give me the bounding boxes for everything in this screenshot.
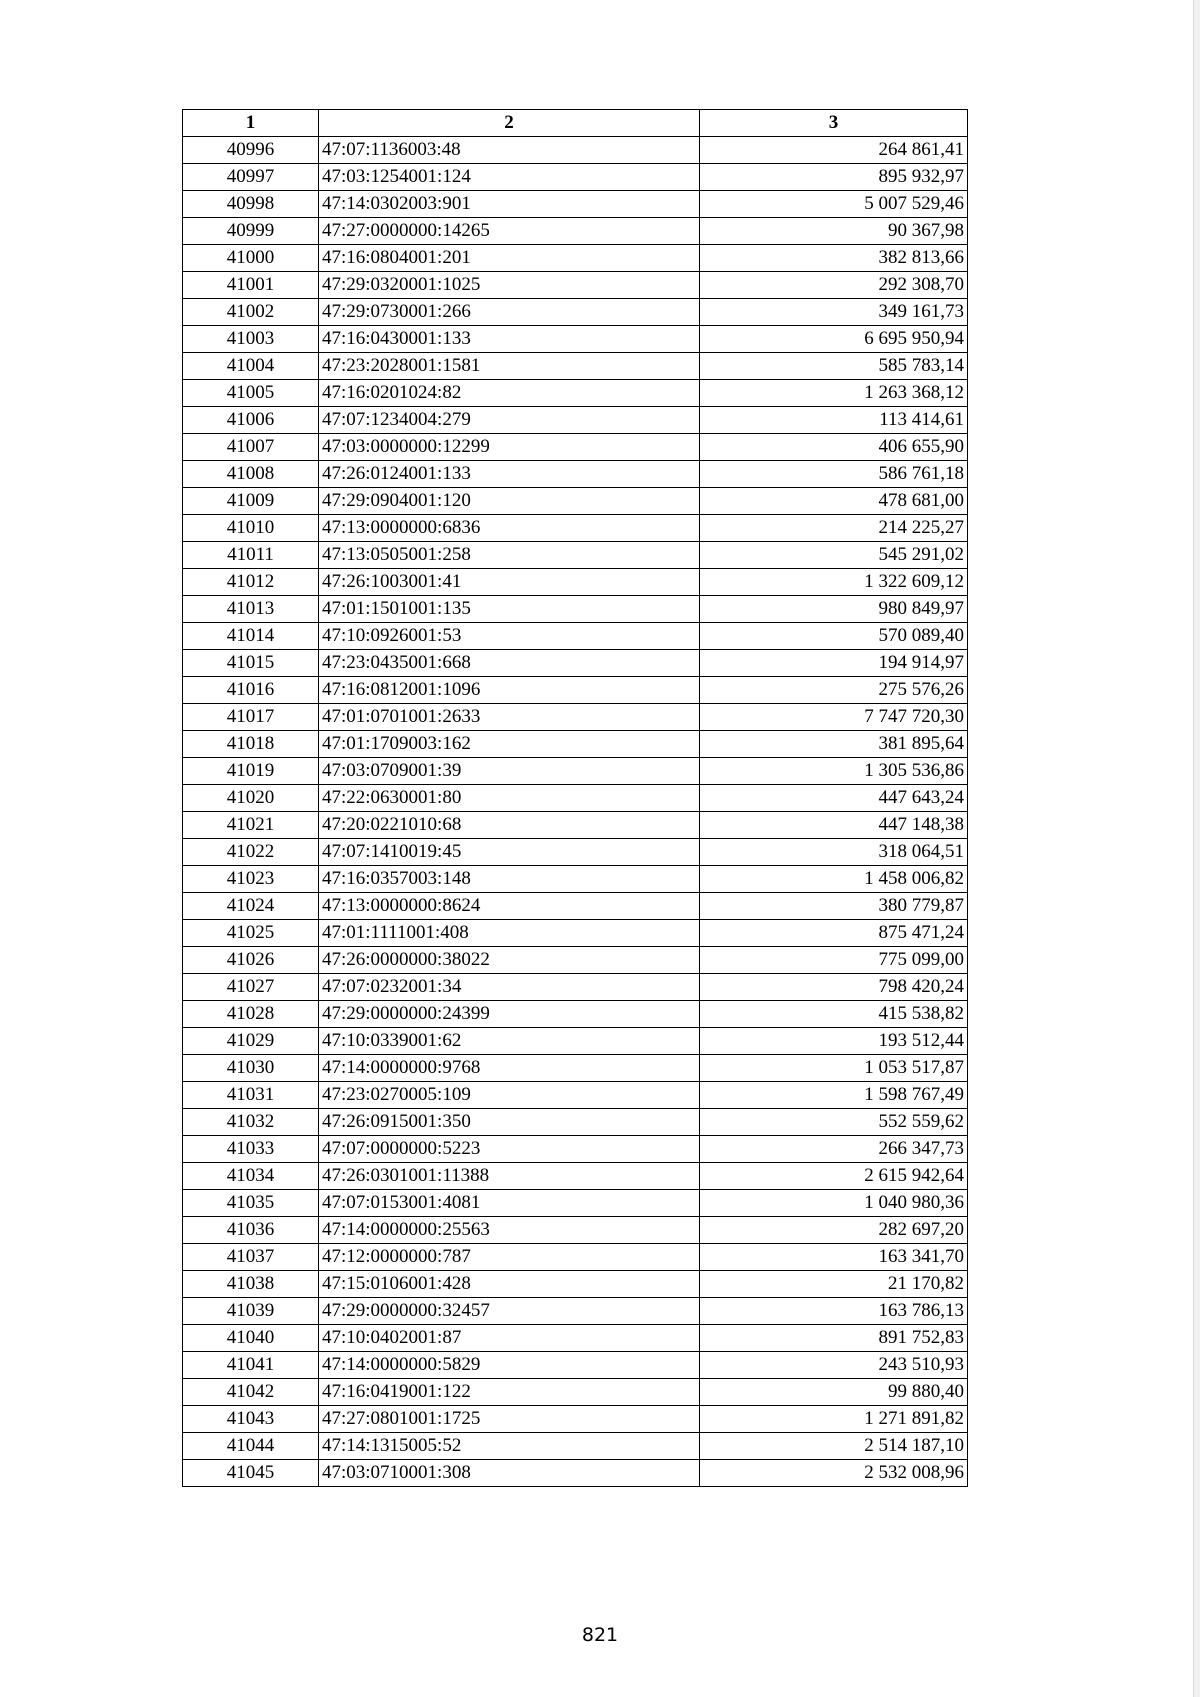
- cadastral-number-cell: 47:16:0812001:1096: [319, 677, 700, 704]
- value-cell: 318 064,51: [700, 839, 968, 866]
- header-row: [183, 110, 968, 137]
- table-row: [183, 866, 968, 893]
- table-row: [183, 1055, 968, 1082]
- cadastral-number-cell: 47:16:0804001:201: [319, 245, 700, 272]
- table-row: [183, 434, 968, 461]
- cadastral-number-cell: 47:16:0357003:148: [319, 866, 700, 893]
- cadastral-number-cell: 47:12:0000000:787: [319, 1244, 700, 1271]
- table-row: [183, 380, 968, 407]
- value-cell: 585 783,14: [700, 353, 968, 380]
- cadastral-number-cell: 47:26:1003001:41: [319, 569, 700, 596]
- row-number-cell: 41007: [183, 434, 319, 461]
- cadastral-number-cell: 47:01:1111001:408: [319, 920, 700, 947]
- row-number-cell: 41017: [183, 704, 319, 731]
- value-cell: 243 510,93: [700, 1352, 968, 1379]
- row-number-cell: 41028: [183, 1001, 319, 1028]
- table-row: [183, 353, 968, 380]
- value-cell: 1 598 767,49: [700, 1082, 968, 1109]
- value-cell: 1 053 517,87: [700, 1055, 968, 1082]
- cadastral-number-cell: 47:23:0435001:668: [319, 650, 700, 677]
- table-row: [183, 1217, 968, 1244]
- table-row: [183, 569, 968, 596]
- cadastral-number-cell: 47:29:0730001:266: [319, 299, 700, 326]
- value-cell: 194 914,97: [700, 650, 968, 677]
- cadastral-number-cell: 47:10:0926001:53: [319, 623, 700, 650]
- column-header-3: 3: [700, 110, 968, 137]
- value-cell: 570 089,40: [700, 623, 968, 650]
- cadastral-number-cell: 47:07:1136003:48: [319, 137, 700, 164]
- value-cell: 478 681,00: [700, 488, 968, 515]
- cadastral-number-cell: 47:22:0630001:80: [319, 785, 700, 812]
- row-number-cell: 41010: [183, 515, 319, 542]
- cadastral-number-cell: 47:03:0710001:308: [319, 1460, 700, 1487]
- row-number-cell: 41025: [183, 920, 319, 947]
- value-cell: 382 813,66: [700, 245, 968, 272]
- value-cell: 891 752,83: [700, 1325, 968, 1352]
- cadastral-number-cell: 47:15:0106001:428: [319, 1271, 700, 1298]
- cadastral-number-cell: 47:26:0000000:38022: [319, 947, 700, 974]
- row-number-cell: 41016: [183, 677, 319, 704]
- table-row: [183, 326, 968, 353]
- scrollbar-strip: [1193, 0, 1200, 1697]
- row-number-cell: 41012: [183, 569, 319, 596]
- row-number-cell: 41030: [183, 1055, 319, 1082]
- row-number-cell: 41014: [183, 623, 319, 650]
- row-number-cell: 41038: [183, 1271, 319, 1298]
- value-cell: 1 458 006,82: [700, 866, 968, 893]
- cadastral-number-cell: 47:27:0801001:1725: [319, 1406, 700, 1433]
- value-cell: 381 895,64: [700, 731, 968, 758]
- table-body: [183, 137, 968, 1487]
- row-number-cell: 41039: [183, 1298, 319, 1325]
- cadastral-number-cell: 47:29:0904001:120: [319, 488, 700, 515]
- registry-table: [182, 109, 968, 1487]
- cadastral-number-cell: 47:10:0339001:62: [319, 1028, 700, 1055]
- cadastral-number-cell: 47:14:0302003:901: [319, 191, 700, 218]
- cadastral-number-cell: 47:07:0000000:5223: [319, 1136, 700, 1163]
- value-cell: 552 559,62: [700, 1109, 968, 1136]
- cadastral-number-cell: 47:13:0505001:258: [319, 542, 700, 569]
- value-cell: 1 040 980,36: [700, 1190, 968, 1217]
- row-number-cell: 41044: [183, 1433, 319, 1460]
- row-number-cell: 41032: [183, 1109, 319, 1136]
- value-cell: 7 747 720,30: [700, 704, 968, 731]
- row-number-cell: 41035: [183, 1190, 319, 1217]
- table-row: [183, 137, 968, 164]
- value-cell: 2 615 942,64: [700, 1163, 968, 1190]
- cadastral-number-cell: 47:14:0000000:5829: [319, 1352, 700, 1379]
- table-row: [183, 1271, 968, 1298]
- cadastral-number-cell: 47:14:0000000:25563: [319, 1217, 700, 1244]
- table-row: [183, 1460, 968, 1487]
- value-cell: 292 308,70: [700, 272, 968, 299]
- cadastral-number-cell: 47:23:2028001:1581: [319, 353, 700, 380]
- row-number-cell: 41033: [183, 1136, 319, 1163]
- table-row: [183, 245, 968, 272]
- cadastral-number-cell: 47:29:0000000:24399: [319, 1001, 700, 1028]
- row-number-cell: 41004: [183, 353, 319, 380]
- row-number-cell: 41041: [183, 1352, 319, 1379]
- table-row: [183, 542, 968, 569]
- row-number-cell: 41003: [183, 326, 319, 353]
- cadastral-number-cell: 47:01:1709003:162: [319, 731, 700, 758]
- row-number-cell: 41008: [183, 461, 319, 488]
- value-cell: 895 932,97: [700, 164, 968, 191]
- table-row: [183, 650, 968, 677]
- table-row: [183, 407, 968, 434]
- row-number-cell: 41000: [183, 245, 319, 272]
- value-cell: 282 697,20: [700, 1217, 968, 1244]
- table-row: [183, 920, 968, 947]
- cadastral-number-cell: 47:07:1234004:279: [319, 407, 700, 434]
- table-row: [183, 947, 968, 974]
- row-number-cell: 41036: [183, 1217, 319, 1244]
- row-number-cell: 40997: [183, 164, 319, 191]
- value-cell: 264 861,41: [700, 137, 968, 164]
- cadastral-number-cell: 47:27:0000000:14265: [319, 218, 700, 245]
- cadastral-number-cell: 47:03:0000000:12299: [319, 434, 700, 461]
- cadastral-number-cell: 47:16:0419001:122: [319, 1379, 700, 1406]
- table-row: [183, 515, 968, 542]
- value-cell: 266 347,73: [700, 1136, 968, 1163]
- table-row: [183, 164, 968, 191]
- value-cell: 99 880,40: [700, 1379, 968, 1406]
- table-row: [183, 812, 968, 839]
- value-cell: 980 849,97: [700, 596, 968, 623]
- table-row: [183, 839, 968, 866]
- row-number-cell: 41034: [183, 1163, 319, 1190]
- table-row: [183, 1082, 968, 1109]
- row-number-cell: 41040: [183, 1325, 319, 1352]
- row-number-cell: 41009: [183, 488, 319, 515]
- row-number-cell: 41042: [183, 1379, 319, 1406]
- row-number-cell: 41029: [183, 1028, 319, 1055]
- cadastral-number-cell: 47:20:0221010:68: [319, 812, 700, 839]
- table-row: [183, 677, 968, 704]
- cadastral-number-cell: 47:16:0201024:82: [319, 380, 700, 407]
- row-number-cell: 41037: [183, 1244, 319, 1271]
- table-row: [183, 1298, 968, 1325]
- table-row: [183, 1001, 968, 1028]
- cadastral-number-cell: 47:26:0124001:133: [319, 461, 700, 488]
- row-number-cell: 41043: [183, 1406, 319, 1433]
- value-cell: 21 170,82: [700, 1271, 968, 1298]
- row-number-cell: 41031: [183, 1082, 319, 1109]
- cadastral-number-cell: 47:07:0232001:34: [319, 974, 700, 1001]
- table-row: [183, 218, 968, 245]
- table-row: [183, 1379, 968, 1406]
- table-row: [183, 1136, 968, 1163]
- cadastral-number-cell: 47:13:0000000:6836: [319, 515, 700, 542]
- row-number-cell: 41005: [183, 380, 319, 407]
- table-row: [183, 1190, 968, 1217]
- row-number-cell: 41013: [183, 596, 319, 623]
- value-cell: 2 532 008,96: [700, 1460, 968, 1487]
- value-cell: 1 305 536,86: [700, 758, 968, 785]
- cadastral-number-cell: 47:01:0701001:2633: [319, 704, 700, 731]
- value-cell: 545 291,02: [700, 542, 968, 569]
- value-cell: 349 161,73: [700, 299, 968, 326]
- value-cell: 2 514 187,10: [700, 1433, 968, 1460]
- value-cell: 193 512,44: [700, 1028, 968, 1055]
- row-number-cell: 41023: [183, 866, 319, 893]
- table-row: [183, 596, 968, 623]
- value-cell: 586 761,18: [700, 461, 968, 488]
- table-row: [183, 461, 968, 488]
- table-row: [183, 893, 968, 920]
- cadastral-number-cell: 47:07:1410019:45: [319, 839, 700, 866]
- table-row: [183, 191, 968, 218]
- table-row: [183, 1028, 968, 1055]
- table-row: [183, 785, 968, 812]
- row-number-cell: 41018: [183, 731, 319, 758]
- row-number-cell: 41011: [183, 542, 319, 569]
- value-cell: 214 225,27: [700, 515, 968, 542]
- cadastral-number-cell: 47:23:0270005:109: [319, 1082, 700, 1109]
- table-row: [183, 1109, 968, 1136]
- cadastral-number-cell: 47:03:0709001:39: [319, 758, 700, 785]
- row-number-cell: 40999: [183, 218, 319, 245]
- value-cell: 275 576,26: [700, 677, 968, 704]
- value-cell: 447 643,24: [700, 785, 968, 812]
- value-cell: 163 341,70: [700, 1244, 968, 1271]
- value-cell: 798 420,24: [700, 974, 968, 1001]
- table-row: [183, 488, 968, 515]
- row-number-cell: 41020: [183, 785, 319, 812]
- row-number-cell: 40996: [183, 137, 319, 164]
- cadastral-number-cell: 47:01:1501001:135: [319, 596, 700, 623]
- cadastral-number-cell: 47:26:0301001:11388: [319, 1163, 700, 1190]
- table-row: [183, 758, 968, 785]
- row-number-cell: 41006: [183, 407, 319, 434]
- cadastral-number-cell: 47:03:1254001:124: [319, 164, 700, 191]
- row-number-cell: 41045: [183, 1460, 319, 1487]
- row-number-cell: 41019: [183, 758, 319, 785]
- value-cell: 1 263 368,12: [700, 380, 968, 407]
- table-row: [183, 299, 968, 326]
- value-cell: 6 695 950,94: [700, 326, 968, 353]
- value-cell: 415 538,82: [700, 1001, 968, 1028]
- cadastral-number-cell: 47:29:0000000:32457: [319, 1298, 700, 1325]
- row-number-cell: 41002: [183, 299, 319, 326]
- value-cell: 163 786,13: [700, 1298, 968, 1325]
- table-row: [183, 1406, 968, 1433]
- value-cell: 1 271 891,82: [700, 1406, 968, 1433]
- row-number-cell: 41022: [183, 839, 319, 866]
- table-row: [183, 974, 968, 1001]
- value-cell: 113 414,61: [700, 407, 968, 434]
- value-cell: 1 322 609,12: [700, 569, 968, 596]
- table-row: [183, 623, 968, 650]
- row-number-cell: 41001: [183, 272, 319, 299]
- cadastral-number-cell: 47:07:0153001:4081: [319, 1190, 700, 1217]
- row-number-cell: 41015: [183, 650, 319, 677]
- cadastral-number-cell: 47:14:1315005:52: [319, 1433, 700, 1460]
- cadastral-number-cell: 47:10:0402001:87: [319, 1325, 700, 1352]
- cadastral-number-cell: 47:26:0915001:350: [319, 1109, 700, 1136]
- row-number-cell: 41021: [183, 812, 319, 839]
- table-row: [183, 272, 968, 299]
- column-header-1: 1: [183, 110, 319, 137]
- table-row: [183, 1244, 968, 1271]
- row-number-cell: 41026: [183, 947, 319, 974]
- value-cell: 380 779,87: [700, 893, 968, 920]
- table-row: [183, 704, 968, 731]
- table-row: [183, 731, 968, 758]
- cadastral-number-cell: 47:13:0000000:8624: [319, 893, 700, 920]
- row-number-cell: 40998: [183, 191, 319, 218]
- value-cell: 5 007 529,46: [700, 191, 968, 218]
- cadastral-number-cell: 47:14:0000000:9768: [319, 1055, 700, 1082]
- table-row: [183, 1325, 968, 1352]
- value-cell: 775 099,00: [700, 947, 968, 974]
- cadastral-number-cell: 47:16:0430001:133: [319, 326, 700, 353]
- page-number: 821: [581, 1624, 619, 1646]
- row-number-cell: 41027: [183, 974, 319, 1001]
- table-row: [183, 1352, 968, 1379]
- table-row: [183, 1163, 968, 1190]
- value-cell: 875 471,24: [700, 920, 968, 947]
- value-cell: 447 148,38: [700, 812, 968, 839]
- cadastral-number-cell: 47:29:0320001:1025: [319, 272, 700, 299]
- row-number-cell: 41024: [183, 893, 319, 920]
- table-row: [183, 1433, 968, 1460]
- value-cell: 406 655,90: [700, 434, 968, 461]
- value-cell: 90 367,98: [700, 218, 968, 245]
- column-header-2: 2: [319, 110, 700, 137]
